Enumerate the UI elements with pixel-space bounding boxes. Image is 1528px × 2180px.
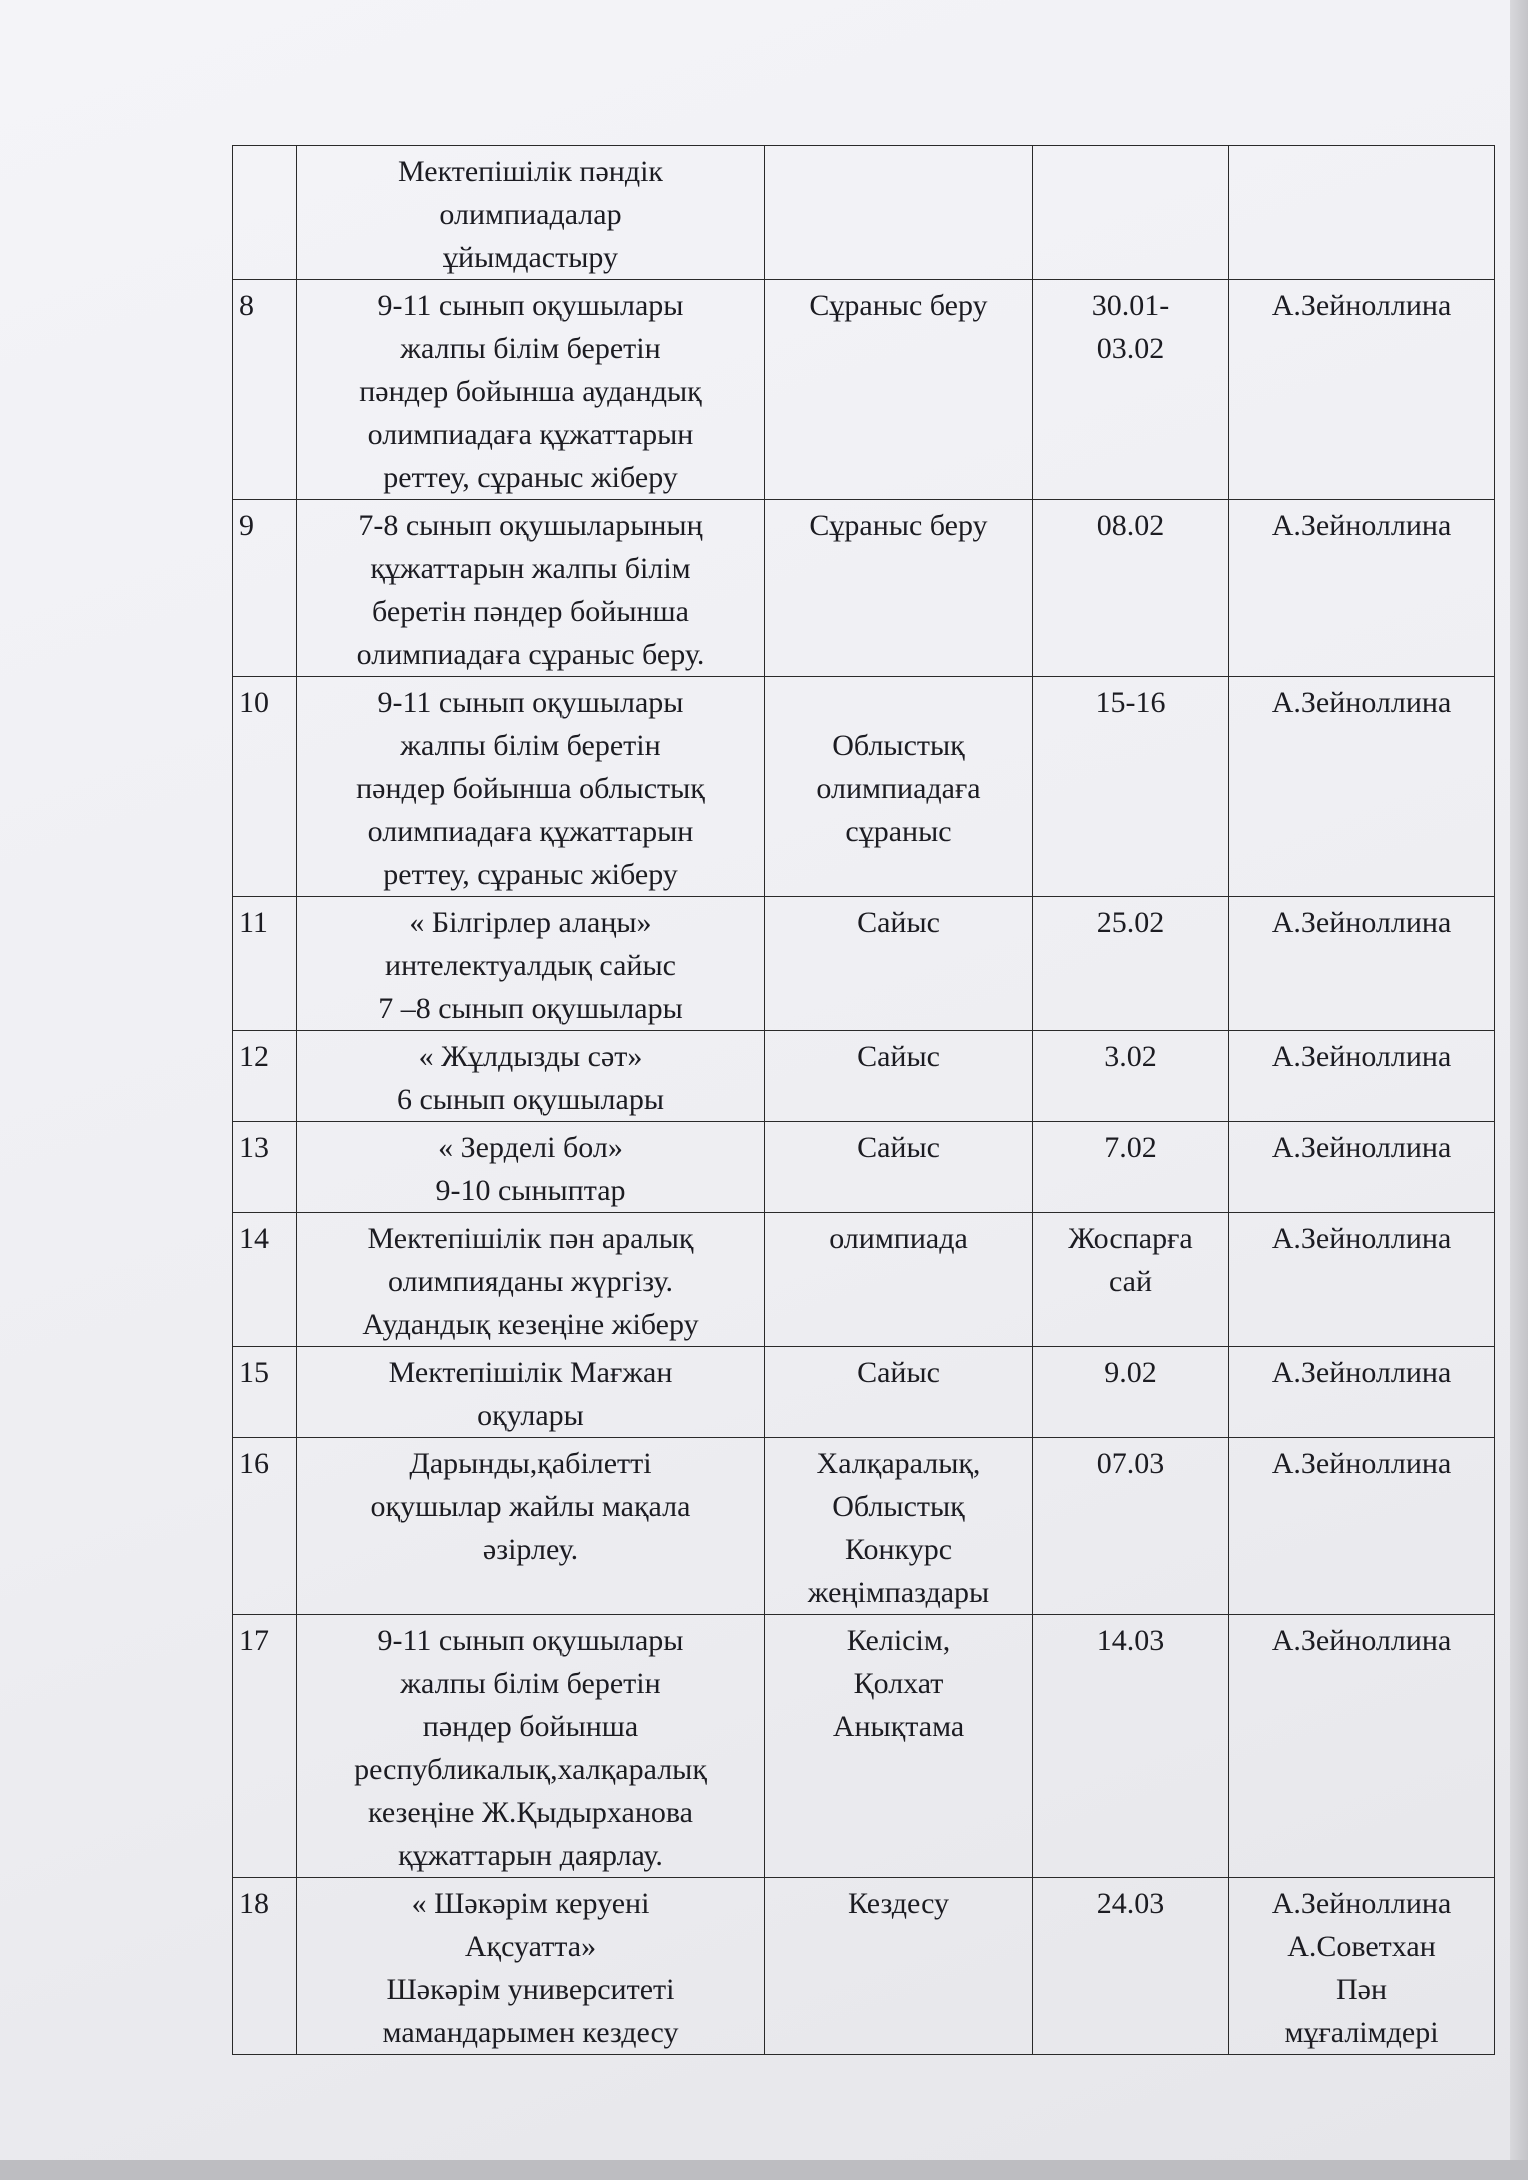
page-edge-bottom: [0, 2160, 1528, 2180]
responsible-cell: А.Зейноллина: [1229, 1438, 1495, 1615]
row-number: 15: [233, 1347, 297, 1438]
activity-cell: Дарынды,қабілетті оқушылар жайлы мақала әзірлеу.: [297, 1438, 765, 1615]
form-cell: [765, 146, 1033, 280]
table-row: [233, 280, 1495, 500]
responsible-cell: А.Зейноллина: [1229, 897, 1495, 1031]
form-cell: Облыстық олимпиадаға сұраныс: [765, 677, 1033, 897]
date-cell: 24.03: [1033, 1878, 1229, 2055]
activity-cell: « Жұлдызды сәт» 6 сынып оқушылары: [297, 1031, 765, 1122]
activity-cell: 9-11 сынып оқушылары жалпы білім беретін пәндер бойынша облыстық олимпиадаға құжаттарын реттеу, сұраныс жіберу: [297, 677, 765, 897]
date-cell: Жоспарға сай: [1033, 1213, 1229, 1347]
form-cell: Сайыс: [765, 1031, 1033, 1122]
date-cell: 08.02: [1033, 500, 1229, 677]
row-number: 16: [233, 1438, 297, 1615]
table-row: [233, 1615, 1495, 1878]
activity-cell: 9-11 сынып оқушылары жалпы білім беретін пәндер бойынша аудандық олимпиадаға құжаттарын реттеу, сұраныс жіберу: [297, 280, 765, 500]
date-cell: 07.03: [1033, 1438, 1229, 1615]
table-row: [233, 1347, 1495, 1438]
responsible-cell: А.Зейноллина: [1229, 677, 1495, 897]
table-row: [233, 146, 1495, 280]
table-row: [233, 1122, 1495, 1213]
responsible-cell: А.Зейноллина: [1229, 280, 1495, 500]
date-cell: 9.02: [1033, 1347, 1229, 1438]
responsible-cell: А.Зейноллина: [1229, 1213, 1495, 1347]
date-cell: 15-16: [1033, 677, 1229, 897]
form-cell: Сайыс: [765, 1347, 1033, 1438]
date-cell: 30.01- 03.02: [1033, 280, 1229, 500]
form-cell: олимпиада: [765, 1213, 1033, 1347]
date-cell: [1033, 146, 1229, 280]
row-number: 11: [233, 897, 297, 1031]
activity-cell: 7-8 сынып оқушыларының құжаттарын жалпы білім беретін пәндер бойынша олимпиадаға сұраныс беру.: [297, 500, 765, 677]
date-cell: 3.02: [1033, 1031, 1229, 1122]
table-row: [233, 1878, 1495, 2055]
activity-cell: « Білгірлер алаңы» интелектуалдық сайыс 7 –8 сынып оқушылары: [297, 897, 765, 1031]
responsible-cell: А.Зейноллина: [1229, 1615, 1495, 1878]
form-cell: Келісім, Қолхат Анықтама: [765, 1615, 1033, 1878]
row-number: 12: [233, 1031, 297, 1122]
table-row: [233, 1213, 1495, 1347]
responsible-cell: [1229, 146, 1495, 280]
row-number: [233, 146, 297, 280]
activity-cell: « Зерделі бол» 9-10 сыныптар: [297, 1122, 765, 1213]
row-number: 10: [233, 677, 297, 897]
row-number: 18: [233, 1878, 297, 2055]
responsible-cell: А.Зейноллина А.Советхан Пән мұғалімдері: [1229, 1878, 1495, 2055]
activity-cell: 9-11 сынып оқушылары жалпы білім беретін пәндер бойынша республикалық,халқаралық кезеңіне Ж.Қыдырханова құжаттарын даярлау.: [297, 1615, 765, 1878]
activity-cell: « Шәкәрім керуені Ақсуатта» Шәкәрім университеті мамандарымен кездесу: [297, 1878, 765, 2055]
responsible-cell: А.Зейноллина: [1229, 1031, 1495, 1122]
form-cell: Сұраныс беру: [765, 280, 1033, 500]
form-cell: Кездесу: [765, 1878, 1033, 2055]
page-edge-right: [1510, 0, 1528, 2180]
form-cell: Сайыс: [765, 897, 1033, 1031]
date-cell: 14.03: [1033, 1615, 1229, 1878]
table-row: [233, 500, 1495, 677]
row-number: 9: [233, 500, 297, 677]
table-row: [233, 1438, 1495, 1615]
activity-cell: Мектепішілік Мағжан оқулары: [297, 1347, 765, 1438]
table-row: [233, 677, 1495, 897]
date-cell: 7.02: [1033, 1122, 1229, 1213]
form-cell: Халқаралық, Облыстық Конкурс жеңімпаздары: [765, 1438, 1033, 1615]
date-cell: 25.02: [1033, 897, 1229, 1031]
responsible-cell: А.Зейноллина: [1229, 500, 1495, 677]
row-number: 17: [233, 1615, 297, 1878]
row-number: 8: [233, 280, 297, 500]
row-number: 13: [233, 1122, 297, 1213]
form-cell: Сұраныс беру: [765, 500, 1033, 677]
responsible-cell: А.Зейноллина: [1229, 1347, 1495, 1438]
row-number: 14: [233, 1213, 297, 1347]
table-row: [233, 897, 1495, 1031]
plan-table: [232, 145, 1495, 2055]
activity-cell: Мектепішілік пәндік олимпиадалар ұйымдастыру: [297, 146, 765, 280]
form-cell: Сайыс: [765, 1122, 1033, 1213]
activity-cell: Мектепішілік пән аралық олимпияданы жүргізу. Аудандық кезеңіне жіберу: [297, 1213, 765, 1347]
responsible-cell: А.Зейноллина: [1229, 1122, 1495, 1213]
table-row: [233, 1031, 1495, 1122]
